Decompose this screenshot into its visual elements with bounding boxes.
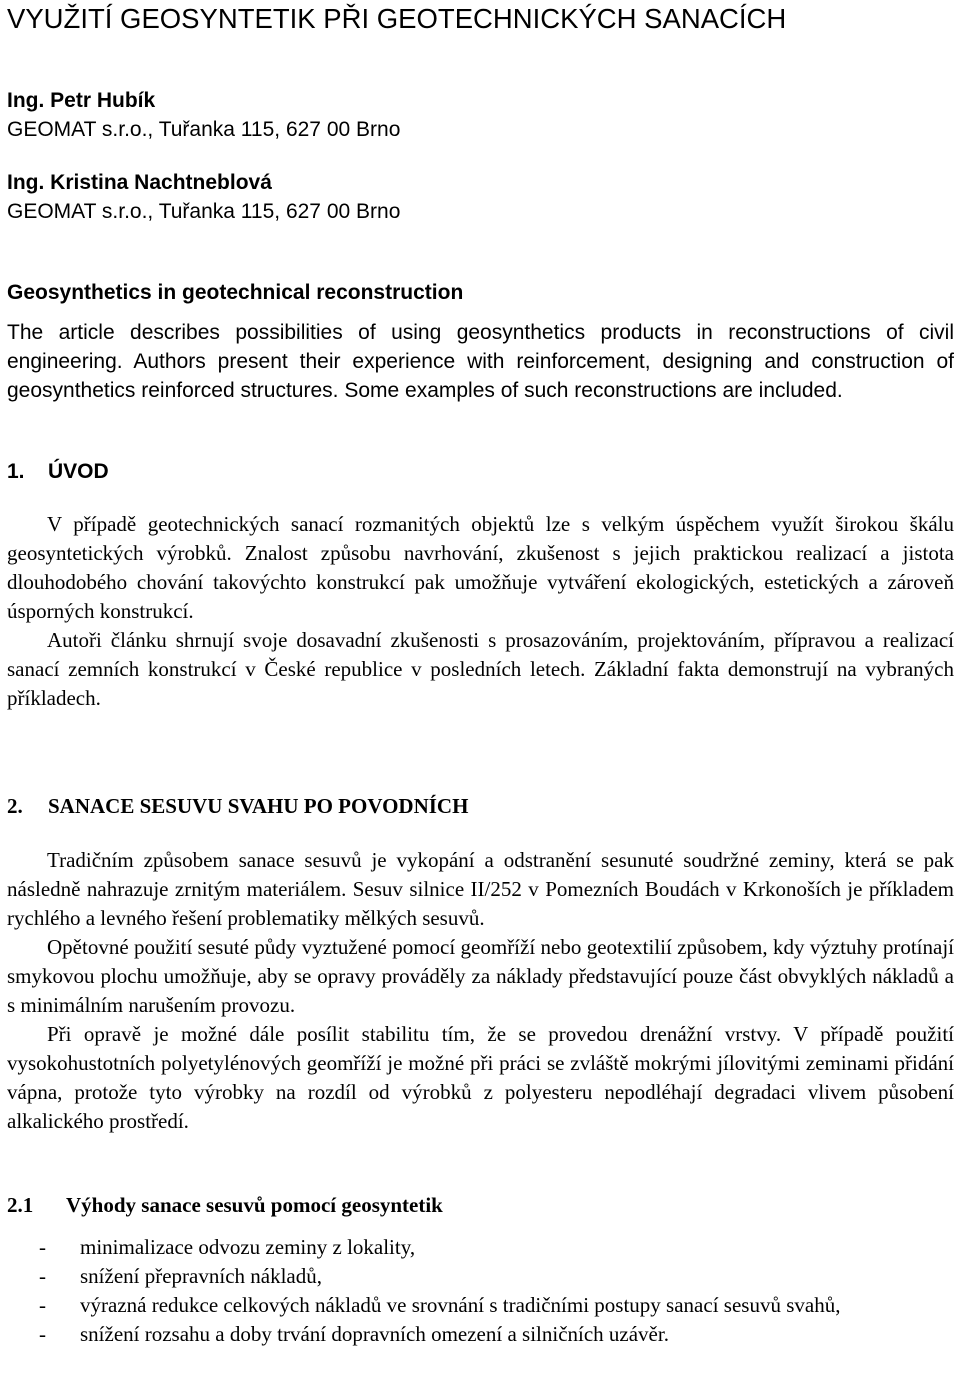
- section-heading-1: [7, 457, 109, 486]
- section-1-paragraph-2: Autoři článku shrnují svoje dosavadní zkušenosti s prosazováním, projektováním, přípravou a realizací sanací zemních konstrukcí v České republice v posledních letech. Základní fakta demonstrují na vybraných příkladech.: [7, 628, 954, 710]
- list-item: [7, 1233, 954, 1262]
- section-1-paragraph-1: V případě geotechnických sanací rozmanitých objektů lze s velkým úspěchem využít širokou škálu geosyntetických výrobků. Znalost způsobu navrhování, zkušenost s jejich praktickou realizací a jistota dlouhodobého chování takovýchto konstrukcí pak umožňuje vytváření ekologických, estetických a zároveň úsporných konstrukcí.: [7, 512, 954, 623]
- section-heading-2: [7, 792, 468, 821]
- author-affiliation-1: GEOMAT s.r.o., Tuřanka 115, 627 00 Brno: [7, 118, 401, 141]
- list-item-text: snížení rozsahu a doby trvání dopravních omezení a silničních uzávěr.: [80, 1322, 669, 1346]
- page-title: VYUŽITÍ GEOSYNTETIK PŘI GEOTECHNICKÝCH SANACÍCH: [7, 3, 787, 34]
- author-name-2: Ing. Kristina Nachtneblová: [7, 171, 272, 194]
- subsection-title: Výhody sanace sesuvů pomocí geosyntetik: [66, 1193, 443, 1217]
- list-item-text: minimalizace odvozu zeminy z lokality,: [80, 1235, 416, 1259]
- section-2-paragraph-1: Tradičním způsobem sanace sesuvů je vykopání a odstranění sesunuté soudržné zeminy, která se pak následně nahrazuje zrnitým materiálem. Sesuv silnice II/252 v Pomezních Boudách v Krkonoších je příkladem rychlého a levného řešení problematiky mělkých sesuvů.: [7, 848, 954, 930]
- list-item: [7, 1320, 954, 1349]
- subsection-number: 2.1: [7, 1193, 34, 1217]
- section-title: SANACE SESUVU SVAHU PO POVODNÍCH: [48, 794, 469, 818]
- bullet-dash: -: [39, 1235, 46, 1259]
- list-item-text: snížení přepravních nákladů,: [80, 1264, 322, 1288]
- bullet-dash: -: [39, 1293, 46, 1317]
- subsection-heading: [7, 1191, 443, 1220]
- english-title: Geosynthetics in geotechnical reconstruction: [7, 281, 464, 304]
- list-item: [7, 1291, 954, 1320]
- section-number: 2.: [7, 794, 23, 818]
- list-item: [7, 1262, 954, 1291]
- advantages-list: [7, 1233, 954, 1349]
- section-2-paragraph-2: Opětovné použití sesuté půdy vyztužené pomocí geomříží nebo geotextilií způsobem, kdy výztuhy protínají smykovou plochu umožňuje, aby se opravy prováděly za náklady představující pouze část obvyklých nákladů a s minimálním narušením provozu.: [7, 935, 954, 1017]
- list-item-text: výrazná redukce celkových nákladů ve srovnání s tradičními postupy sanací sesuvů svahů,: [80, 1293, 841, 1317]
- author-name-1: Ing. Petr Hubík: [7, 89, 156, 112]
- bullet-dash: -: [39, 1264, 46, 1288]
- author-affiliation-2: GEOMAT s.r.o., Tuřanka 115, 627 00 Brno: [7, 200, 401, 223]
- section-title: ÚVOD: [48, 460, 109, 483]
- section-number: 1.: [7, 460, 25, 483]
- abstract-paragraph: The article describes possibilities of using geosynthetics products in reconstructions of civil engineering. Authors present their experience with reinforcement, designing and construction of geosynthetics reinforced structures. Some examples of such reconstructions are included.: [7, 321, 954, 402]
- bullet-dash: -: [39, 1322, 46, 1346]
- section-2-paragraph-3: Při opravě je možné dále posílit stabilitu tím, že se provedou drenážní vrstvy. V případě použití vysokohustotních polyetylénových geomříží je možné při práci se zvláště mokrými jílovitými zeminami přidání vápna, protože tyto výrobky na rozdíl od výrobků z polyesteru nepodléhají degradaci vlivem působení alkalického prostředí.: [7, 1022, 954, 1133]
